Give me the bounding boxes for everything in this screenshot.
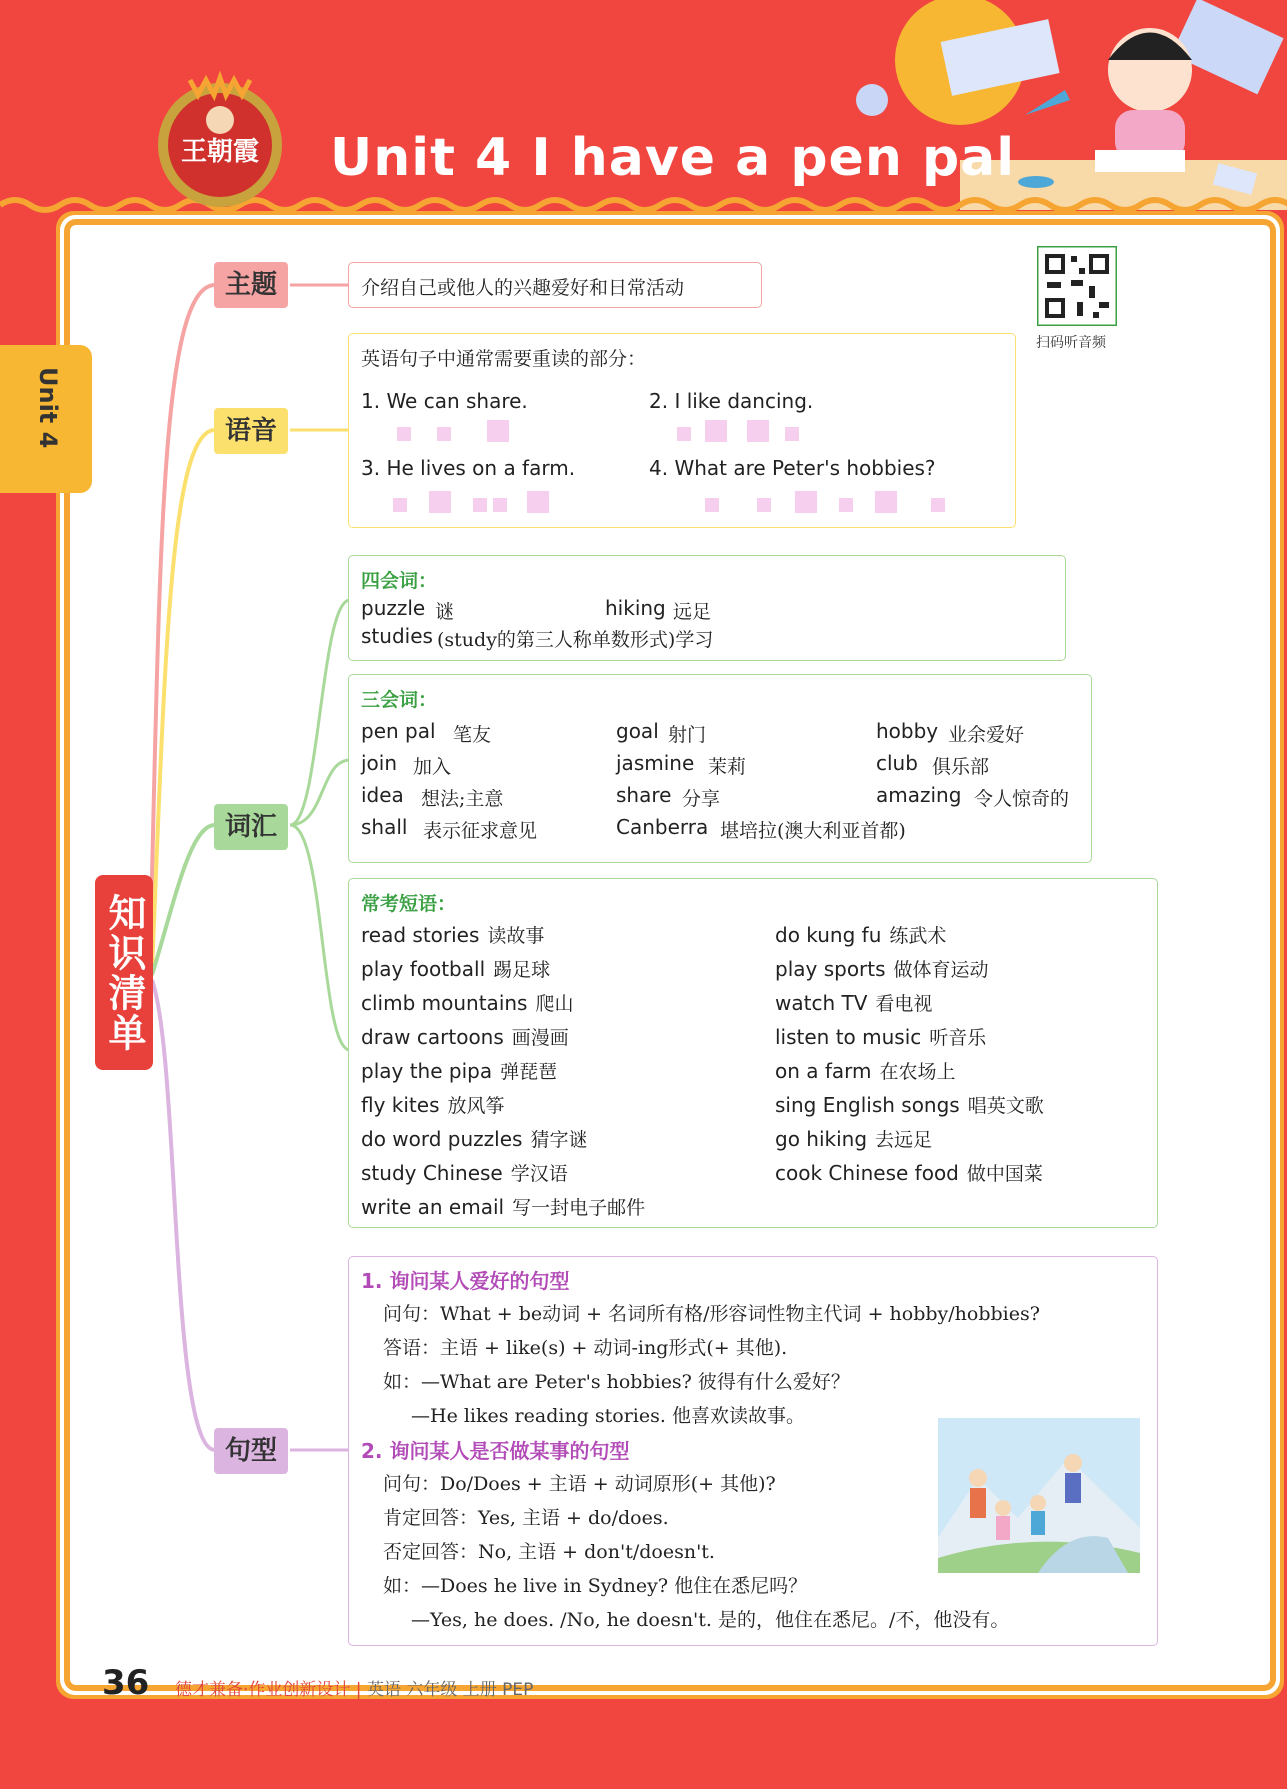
phrase-en: study Chinese <box>361 1161 503 1185</box>
phrase-item <box>775 1159 1043 1186</box>
phrase-cn: 学汉语 <box>510 1163 568 1185</box>
phrase-en: read stories <box>361 923 480 947</box>
unit-side-tab[interactable] <box>0 345 92 493</box>
phrase-cn: 写一封电子邮件 <box>512 1197 646 1219</box>
phrase-cn: 去远足 <box>875 1129 933 1151</box>
stress-mark <box>875 491 897 513</box>
phrase-en: play football <box>361 957 486 981</box>
footer-term: 上册 <box>462 1680 497 1700</box>
stress-mark <box>839 498 853 512</box>
phrase-item <box>361 1091 505 1118</box>
category-vocab: 词汇 <box>214 804 288 850</box>
word-en: shall <box>361 815 408 839</box>
word-en: Canberra <box>616 815 709 839</box>
stress-mark <box>487 420 509 442</box>
phrase-item <box>361 1057 557 1084</box>
phrase-item <box>775 1125 932 1152</box>
phrase-en: listen to music <box>775 1025 922 1049</box>
word-cn: 堪培拉(澳大利亚首都) <box>720 820 906 842</box>
phrase-item <box>775 1023 986 1050</box>
phrases-right <box>775 921 1155 1221</box>
pattern-2-example-a: —Yes, he does. /No, he doesn't. 是的，他住在悉尼。/不，他没有。 <box>411 1609 1010 1631</box>
word-cn: 笔友 <box>453 724 492 746</box>
word-en: pen pal <box>361 719 436 743</box>
phonics-sentence-1: 1. We can share. <box>361 389 528 413</box>
phrases-left <box>361 921 751 1221</box>
phrase-item <box>361 1125 587 1152</box>
stress-mark <box>493 498 507 512</box>
word-cn: 茉莉 <box>708 756 747 778</box>
four-skill-heading: 四会词： <box>361 570 438 592</box>
word-cn: 远足 <box>673 601 712 623</box>
stress-mark <box>785 427 799 441</box>
qr-caption: 扫码听音频 <box>1036 335 1106 351</box>
footer-info: 德才兼备·作业创新设计 | 英语 六年级 上册 PEP <box>175 1680 534 1700</box>
phrase-cn: 听音乐 <box>929 1027 987 1049</box>
pattern-1-example-a: —He likes reading stories. 他喜欢读故事。 <box>411 1405 805 1427</box>
word-en: hobby <box>876 719 939 743</box>
category-sentences: 句型 <box>214 1428 288 1474</box>
theme-text: 介绍自己或他人的兴趣爱好和日常活动 <box>361 277 685 299</box>
phonics-box <box>348 333 1016 528</box>
stress-mark <box>747 420 769 442</box>
knowledge-list-label: 知识清单 <box>95 875 153 1070</box>
phonics-sentence-4: 4. What are Peter's hobbies? <box>649 456 936 480</box>
word-en: idea <box>361 783 404 807</box>
phrase-item <box>361 921 544 948</box>
phrase-item <box>775 1091 1044 1118</box>
pattern-1-example-q: 如：—What are Peter's hobbies? 彼得有什么爱好？ <box>383 1371 850 1393</box>
phrase-cn: 画漫画 <box>511 1027 569 1049</box>
phrase-en: on a farm <box>775 1059 872 1083</box>
phrase-cn: 练武术 <box>889 925 947 947</box>
word-en: jasmine <box>616 751 695 775</box>
category-theme: 主题 <box>214 262 288 308</box>
phrase-item <box>775 989 932 1016</box>
phrase-cn: 做体育运动 <box>893 959 989 981</box>
word-en: join <box>361 751 398 775</box>
phrase-en: cook Chinese food <box>775 1161 959 1185</box>
phrase-en: go hiking <box>775 1127 868 1151</box>
stress-mark <box>931 498 945 512</box>
four-skill-box <box>348 555 1066 661</box>
theme-box <box>348 262 762 308</box>
phrase-item <box>775 955 989 982</box>
unit-title: Unit 4 I have a pen pal <box>330 128 1016 188</box>
phrase-item <box>361 1023 569 1050</box>
stress-mark <box>397 427 411 441</box>
qr-code-icon[interactable] <box>1037 246 1117 326</box>
phrase-cn: 弹琵琶 <box>500 1061 558 1083</box>
stress-mark <box>393 498 407 512</box>
phrase-en: do kung fu <box>775 923 882 947</box>
word-cn: 谜 <box>435 601 455 623</box>
footer-subject: 英语 <box>366 1680 401 1700</box>
three-skill-grid <box>361 719 1081 859</box>
svg-text:王朝霞: 王朝霞 <box>180 137 260 167</box>
phrase-item <box>361 989 573 1016</box>
phrase-en: play the pipa <box>361 1059 493 1083</box>
phonics-sentence-3: 3. He lives on a farm. <box>361 456 576 480</box>
hiking-illustration <box>938 1418 1140 1573</box>
stress-mark <box>429 491 451 513</box>
phrase-cn: 在农场上 <box>879 1061 956 1083</box>
three-skill-box <box>348 674 1092 863</box>
phrases-box <box>348 878 1158 1228</box>
pattern-2-example-q: 如：—Does he live in Sydney? 他住在悉尼吗？ <box>383 1575 808 1597</box>
phrase-en: do word puzzles <box>361 1127 523 1151</box>
phrase-cn: 读故事 <box>487 925 545 947</box>
brand-logo <box>150 70 290 210</box>
phrase-cn: 唱英文歌 <box>967 1095 1044 1117</box>
pattern-2-yes: 肯定回答：Yes, 主语 + do/does. <box>383 1507 669 1529</box>
word-en: studies <box>361 624 433 648</box>
phrase-cn: 猜字谜 <box>530 1129 588 1151</box>
phrase-cn: 看电视 <box>875 993 933 1015</box>
phrase-en: climb mountains <box>361 991 528 1015</box>
stress-mark <box>757 498 771 512</box>
phrase-cn: 爬山 <box>535 993 574 1015</box>
phrase-cn: 踢足球 <box>493 959 551 981</box>
pattern-1-question: 问句：What + be动词 + 名词所有格/形容词性物主代词 + hobby/hobbies? <box>383 1303 1040 1325</box>
phrase-cn: 放风筝 <box>447 1095 505 1117</box>
footer-edition: PEP <box>502 1680 534 1700</box>
footer-grade: 六年级 <box>406 1680 458 1700</box>
pattern-2-question: 问句：Do/Does + 主语 + 动词原形(+ 其他)? <box>383 1473 776 1495</box>
phrase-en: watch TV <box>775 991 868 1015</box>
phrase-item <box>775 921 946 948</box>
footer-brand: 德才兼备·作业创新设计 <box>175 1680 351 1700</box>
stress-mark <box>705 498 719 512</box>
word-en: share <box>616 783 672 807</box>
word-cn: 业余爱好 <box>948 724 1025 746</box>
word-cn: 表示征求意见 <box>423 820 538 842</box>
word-en: amazing <box>876 783 962 807</box>
pattern-1-answer: 答语：主语 + like(s) + 动词-ing形式(+ 其他). <box>383 1337 788 1359</box>
stress-mark <box>473 498 487 512</box>
word-en: hiking <box>605 596 666 620</box>
phrase-en: write an email <box>361 1195 505 1219</box>
phrases-heading: 常考短语： <box>361 893 457 915</box>
phrase-en: play sports <box>775 957 886 981</box>
phrase-item <box>775 1057 956 1084</box>
word-en: club <box>876 751 918 775</box>
phrase-cn: 做中国菜 <box>966 1163 1043 1185</box>
unit-side-tab-label: Unit 4 <box>34 367 62 449</box>
word-cn: 令人惊奇的 <box>974 788 1070 810</box>
word-en: goal <box>616 719 659 743</box>
stress-mark <box>527 491 549 513</box>
phrase-item <box>361 1159 568 1186</box>
word-en: puzzle <box>361 596 426 620</box>
pattern-2-no: 否定回答：No, 主语 + don't/doesn't. <box>383 1541 715 1563</box>
word-cn: 分享 <box>682 788 721 810</box>
page-number: 36 <box>102 1663 150 1703</box>
stress-mark <box>795 491 817 513</box>
stress-mark <box>677 427 691 441</box>
three-skill-heading: 三会词： <box>361 689 438 711</box>
phonics-intro: 英语句子中通常需要重读的部分： <box>361 348 647 370</box>
phrase-item <box>361 955 550 982</box>
word-cn: 俱乐部 <box>932 756 990 778</box>
phrase-item <box>361 1193 645 1220</box>
stress-mark <box>705 420 727 442</box>
category-phonics: 语音 <box>214 408 288 454</box>
phonics-sentence-2: 2. I like dancing. <box>649 389 814 413</box>
word-cn: (study的第三人称单数形式)学习 <box>437 629 714 651</box>
word-cn: 加入 <box>413 756 452 778</box>
word-cn: 射门 <box>668 724 707 746</box>
word-cn: 想法;主意 <box>421 788 504 810</box>
phrase-en: fly kites <box>361 1093 440 1117</box>
pattern-2-title: 2. 询问某人是否做某事的句型 <box>361 1439 630 1463</box>
stress-mark <box>437 427 451 441</box>
phrase-en: draw cartoons <box>361 1025 504 1049</box>
pattern-1-title: 1. 询问某人爱好的句型 <box>361 1269 570 1293</box>
phrase-en: sing English songs <box>775 1093 960 1117</box>
